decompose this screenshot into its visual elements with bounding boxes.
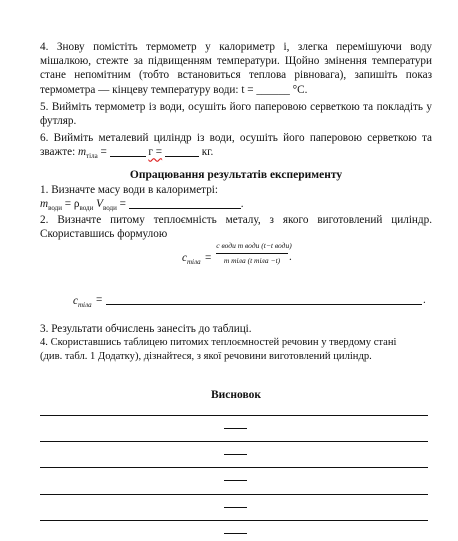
conclusion-line-3[interactable] [40, 467, 428, 468]
mass-result-blank[interactable] [129, 198, 241, 209]
c-subscript: тіла [186, 258, 201, 266]
step-6-grams-unit: г = [148, 146, 163, 159]
proc-2-paragraph: 2. Визначте питому теплоємність металу, з якого виготовлений циліндр. Скориставшись формулою [40, 214, 432, 241]
c-formula-denominator: m тіла (t тіла −t) [223, 256, 281, 265]
step-6-equals: = [100, 146, 107, 159]
c-result-symbol [73, 294, 92, 312]
conclusion-line-4[interactable] [40, 494, 428, 495]
proc-4-paragraph: 4. Скориставшись таблицею питомих теплоємностей речовин у твердому стані (див. табл. 1 Додатку), дізнайтеся, з якої речовини виготовлений циліндр. [40, 337, 397, 363]
c-result-subscript: тіла [77, 301, 92, 309]
conclusion-line-3-tail[interactable] [224, 480, 247, 481]
conclusion-line-1-tail[interactable] [224, 428, 247, 429]
step-6-mass-symbol: m [78, 146, 87, 159]
processing-heading: Опрацювання результатів експерименту [129, 169, 343, 181]
c-result-blank-line[interactable] [106, 304, 422, 305]
c-formula-equals: = [205, 252, 212, 264]
mass-equals-2: = [119, 198, 126, 210]
proc-3-text: 3. Результати обчислень занесіть до таблиці. [40, 323, 252, 335]
c-formula-symbol [182, 251, 201, 269]
conclusion-line-2[interactable] [40, 441, 428, 442]
step-4-paragraph: 4. Знову помістіть термометр у калориметр і, злегка перемішуючи воду мішалкою, стежте за підвищенням температури. Щойно змінення температури стане непомітним (тобто встановиться теплова рівновага), запишіть показ термометра — кінцеву температуру води: t = ______ °С. [40, 41, 432, 96]
mass-end-period: . [240, 198, 244, 210]
proc-1-text: 1. Визначте масу води в калориметрі: [40, 184, 219, 196]
c-formula-numerator: c води m води (t−t води) [216, 241, 292, 250]
step-6-mass-subscript: тіла [86, 152, 98, 161]
c-result-c: c [73, 295, 78, 307]
c-formula-period: . [289, 251, 292, 263]
c-result-equals: = [96, 294, 103, 306]
mass-symbol: m [40, 198, 49, 210]
step-6-grams-blank[interactable] [110, 146, 146, 157]
volume-symbol: V [96, 198, 103, 210]
step-6-text: 6. Вийміть металевий циліндр із води, осушіть його паперовою серветкою та зважте: [40, 132, 432, 159]
c-result-period: . [423, 294, 426, 306]
conclusion-line-4-tail[interactable] [224, 507, 247, 508]
step-6-kilograms-unit: кг. [201, 146, 214, 159]
volume-subscript: води [102, 204, 117, 212]
conclusion-heading: Висновок [211, 389, 261, 401]
step-6-kilograms-blank[interactable] [165, 146, 199, 157]
c-formula-fraction-bar [216, 253, 288, 254]
conclusion-line-5[interactable] [40, 520, 428, 521]
conclusion-line-1[interactable] [40, 415, 428, 416]
conclusion-line-5-tail[interactable] [224, 533, 247, 534]
mass-equals-rho: = ρ [64, 198, 80, 210]
rho-subscript: води [79, 204, 94, 212]
mass-subscript: води [48, 204, 62, 212]
step-5-paragraph: 5. Вийміть термометр із води, осушіть його паперовою серветкою та покладіть у футляр. [40, 101, 432, 128]
c-symbol: c [182, 252, 187, 264]
conclusion-line-2-tail[interactable] [224, 454, 247, 455]
step-6-paragraph [40, 131, 432, 163]
